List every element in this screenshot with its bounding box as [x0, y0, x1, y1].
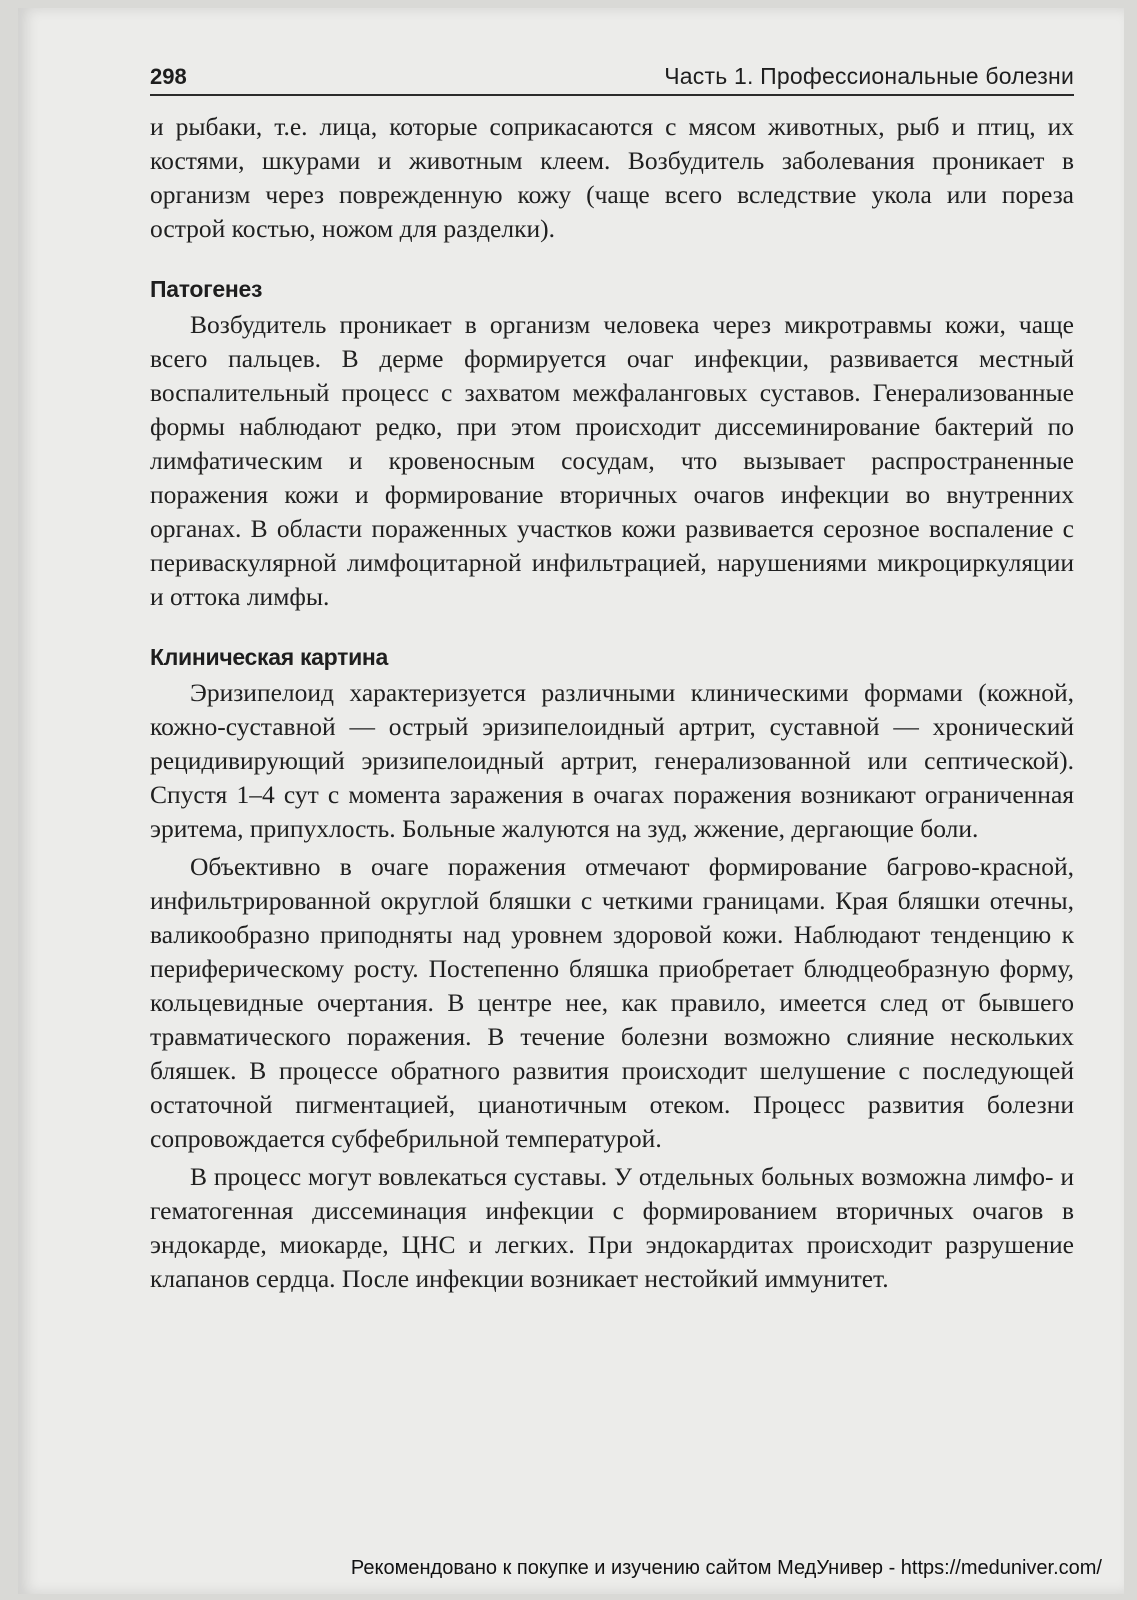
- book-page: [18, 8, 1124, 1594]
- clinical-picture-heading: Клиническая картина: [150, 644, 389, 670]
- part-title: Часть 1. Профессиональные болезни: [664, 63, 1074, 89]
- clinical-paragraph-2: Объективно в очаге поражения отмечают формирование багрово-красной, инфильтрированной округлой бляшки с четкими границами. Края бляшки отечны, валикообразно приподняты над уровнем здоровой кожи. Наблюдают тенденцию к периферическому росту. Постепенно бляшка приобретает блюдцеобразную форму, кольцевидные очертания. В центре нее, как правило, имеется след от бывшего травматического поражения. В течение болезни возможно слияние нескольких бляшек. В процессе обратного развития происходит шелушение с последующей остаточной пигментацией, цианотичным отеком. Процесс развития болезни сопровождается субфебрильной температурой.: [150, 852, 1074, 1153]
- intro-paragraph: и рыбаки, т.е. лица, которые соприкасаются с мясом животных, рыб и птиц, их костями, шкурами и животным клеем. Возбудитель заболевания проникает в организм через поврежденную кожу (чаще всего вследствие укола или пореза острой костью, ножом для разделки).: [150, 112, 1074, 243]
- clinical-paragraph-3: В процесс могут вовлекаться суставы. У отдельных больных возможна лимфо- и гематогенная диссеминация инфекции с формированием вторичных очагов в эндокарде, миокарде, ЦНС и легких. При эндокардитах происходит разрушение клапанов сердца. После инфекции возникает нестойкий иммунитет.: [150, 1162, 1074, 1293]
- page-content: [150, 50, 1074, 1296]
- clinical-paragraph-1: Эризипелоид характеризуется различными клиническими формами (кожной, кожно-суставной — острый эризипелоидный артрит, суставной — хронический рецидивирующий эризипелоидный артрит, генерализованной или септической). Спустя 1–4 сут с момента заражения в очагах поражения возникают ограниченная эритема, припухлость. Больные жалуются на зуд, жжение, дергающие боли.: [150, 678, 1074, 843]
- pathogenesis-paragraph: Возбудитель проникает в организм человека через микротравмы кожи, чаще всего пальцев. В дерме формируется очаг инфекции, развивается местный воспалительный процесс с захватом межфаланговых суставов. Генерализованные формы наблюдают редко, при этом происходит диссеминирование бактерий по лимфатическим и кровеносным сосудам, что вызывает распространенные поражения кожи и формирование вторичных очагов инфекции во внутренних органах. В области пораженных участков кожи развивается серозное воспаление с периваскулярной лимфоцитарной инфильтрацией, нарушениями микроциркуляции и оттока лимфы.: [150, 310, 1074, 611]
- page-number: 298: [150, 64, 187, 89]
- pathogenesis-heading: Патогенез: [150, 276, 263, 302]
- footer-recommendation: Рекомендовано к покупке и изучению сайтом МедУнивер - https://meduniver.com/: [350, 1557, 1102, 1579]
- body-text: [150, 110, 1074, 1296]
- running-head: [150, 50, 1074, 96]
